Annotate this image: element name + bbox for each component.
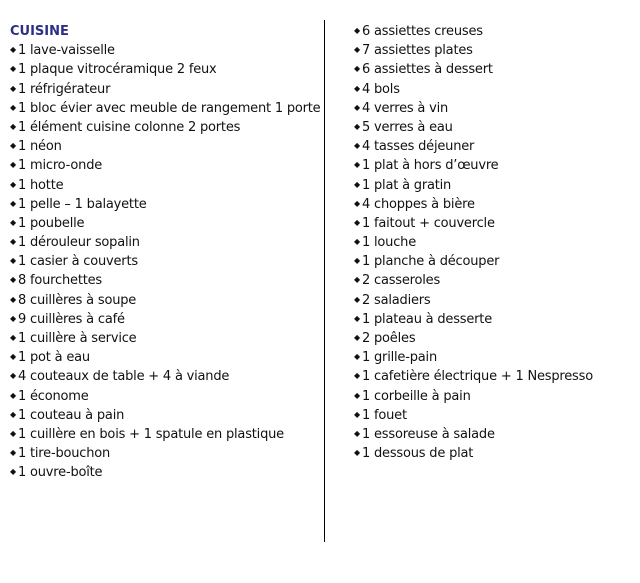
diamond-bullet-icon: ◆	[10, 64, 16, 74]
list-item	[354, 195, 634, 214]
list-item-text: 1 cafetière électrique + 1 Nespresso	[362, 369, 593, 385]
diamond-bullet-icon: ◆	[10, 428, 16, 438]
list-item	[10, 41, 322, 60]
list-item-text: 1 ouvre-boîte	[18, 465, 103, 481]
list-item	[10, 463, 322, 482]
list-item-text: 1 casier à couverts	[18, 254, 138, 270]
list-item	[10, 156, 322, 175]
list-item-text: 2 saladiers	[362, 292, 431, 308]
list-item-text: 1 grille-pain	[362, 350, 437, 366]
diamond-bullet-icon: ◆	[10, 409, 16, 419]
list-item-text: 1 micro-onde	[18, 158, 103, 174]
diamond-bullet-icon: ◆	[354, 141, 360, 151]
diamond-bullet-icon: ◆	[354, 83, 360, 93]
diamond-bullet-icon: ◆	[10, 275, 16, 285]
list-item-text: 1 plaque vitrocéramique 2 feux	[18, 62, 217, 78]
list-item-text: 1 plat à hors d’œuvre	[362, 158, 499, 174]
diamond-bullet-icon: ◆	[354, 428, 360, 438]
list-item	[10, 291, 322, 310]
list-item	[354, 99, 634, 118]
diamond-bullet-icon: ◆	[354, 26, 360, 35]
list-item	[10, 99, 322, 118]
diamond-bullet-icon: ◆	[10, 352, 16, 362]
list-item-text: 4 verres à vin	[362, 100, 449, 116]
diamond-bullet-icon: ◆	[354, 409, 360, 419]
diamond-bullet-icon: ◆	[354, 371, 360, 381]
list-item-text: 2 casseroles	[362, 273, 441, 289]
list-item	[354, 425, 634, 444]
list-item-text: 8 cuillères à soupe	[18, 292, 137, 308]
list-item-text: 4 tasses déjeuner	[362, 139, 475, 155]
diamond-bullet-icon: ◆	[10, 294, 16, 304]
diamond-bullet-icon: ◆	[354, 313, 360, 323]
diamond-bullet-icon: ◆	[354, 294, 360, 304]
list-item-text: 6 assiettes creuses	[362, 24, 483, 39]
diamond-bullet-icon: ◆	[10, 121, 16, 131]
list-item	[10, 406, 322, 425]
list-item	[10, 137, 322, 156]
list-item-text: 4 choppes à bière	[362, 196, 475, 212]
list-item	[10, 444, 322, 463]
list-item-text: 8 fourchettes	[18, 273, 102, 289]
diamond-bullet-icon: ◆	[10, 467, 16, 477]
list-item	[10, 367, 322, 386]
list-item	[10, 214, 322, 233]
diamond-bullet-icon: ◆	[354, 352, 360, 362]
list-item-text: 7 assiettes plates	[362, 43, 473, 59]
list-item	[354, 22, 634, 41]
diamond-bullet-icon: ◆	[10, 333, 16, 342]
list-item	[354, 444, 634, 463]
diamond-bullet-icon: ◆	[354, 256, 360, 266]
list-item	[354, 233, 634, 252]
list-item	[354, 310, 634, 329]
list-item-text: 1 fouet	[362, 407, 407, 423]
right-column	[354, 22, 634, 463]
list-item-text: 1 essoreuse à salade	[362, 426, 495, 442]
list-item-text: 1 hotte	[18, 177, 64, 193]
diamond-bullet-icon: ◆	[354, 64, 360, 74]
diamond-bullet-icon: ◆	[354, 217, 360, 227]
diamond-bullet-icon: ◆	[10, 160, 16, 170]
diamond-bullet-icon: ◆	[10, 179, 16, 189]
list-item	[354, 406, 634, 425]
diamond-bullet-icon: ◆	[10, 102, 16, 112]
diamond-bullet-icon: ◆	[10, 256, 16, 266]
list-item-text: 1 tire-bouchon	[18, 446, 111, 462]
list-item-text: 1 poubelle	[18, 215, 85, 231]
list-item	[354, 156, 634, 175]
list-item	[354, 176, 634, 195]
list-item-text: 4 bols	[362, 81, 400, 97]
list-item-text: 1 bloc évier avec meuble de rangement 1 porte	[18, 100, 321, 116]
list-item-text: 2 poêles	[362, 331, 416, 346]
diamond-bullet-icon: ◆	[354, 121, 360, 131]
diamond-bullet-icon: ◆	[10, 313, 16, 323]
list-item-text: 1 plateau à desserte	[362, 311, 492, 327]
diamond-bullet-icon: ◆	[354, 237, 360, 247]
diamond-bullet-icon: ◆	[10, 237, 16, 247]
left-column	[10, 22, 322, 483]
list-item-text: 1 économe	[18, 388, 89, 404]
list-item-text: 1 pelle – 1 balayette	[18, 196, 147, 212]
list-item	[354, 271, 634, 290]
list-item	[354, 118, 634, 137]
diamond-bullet-icon: ◆	[354, 45, 360, 55]
list-item	[10, 233, 322, 252]
list-item	[10, 387, 322, 406]
list-item-text: 1 dessous de plat	[362, 446, 474, 462]
list-item	[354, 137, 634, 156]
list-item-text: 5 verres à eau	[362, 119, 453, 135]
list-item	[354, 214, 634, 233]
list-item	[354, 252, 634, 271]
list-item	[10, 271, 322, 290]
list-item	[354, 348, 634, 367]
diamond-bullet-icon: ◆	[10, 217, 16, 227]
diamond-bullet-icon: ◆	[10, 448, 16, 458]
diamond-bullet-icon: ◆	[354, 179, 360, 189]
diamond-bullet-icon: ◆	[354, 198, 360, 208]
list-item	[10, 348, 322, 367]
diamond-bullet-icon: ◆	[10, 371, 16, 381]
list-item-text: 1 lave-vaisselle	[18, 43, 115, 59]
list-item	[10, 176, 322, 195]
list-item	[10, 252, 322, 271]
list-item	[354, 80, 634, 99]
list-item-text: 9 cuillères à café	[18, 311, 125, 327]
list-item	[354, 329, 634, 348]
list-item-text: 1 planche à découper	[362, 254, 500, 270]
list-item	[10, 329, 322, 348]
list-item-text: 6 assiettes à dessert	[362, 62, 493, 78]
list-item	[10, 60, 322, 79]
diamond-bullet-icon: ◆	[354, 390, 360, 400]
list-item-text: 1 cuillère à service	[18, 331, 137, 346]
diamond-bullet-icon: ◆	[10, 45, 16, 55]
diamond-bullet-icon: ◆	[10, 198, 16, 208]
list-item-text: 1 faitout + couvercle	[362, 215, 495, 231]
diamond-bullet-icon: ◆	[10, 390, 16, 400]
list-item-text: 1 corbeille à pain	[362, 388, 471, 404]
list-item-text: 1 pot à eau	[18, 350, 90, 366]
list-item-text: 1 élément cuisine colonne 2 portes	[18, 119, 241, 135]
diamond-bullet-icon: ◆	[354, 275, 360, 285]
diamond-bullet-icon: ◆	[10, 83, 16, 93]
diamond-bullet-icon: ◆	[10, 141, 16, 151]
list-item	[354, 60, 634, 79]
list-item	[354, 387, 634, 406]
column-divider	[324, 20, 325, 542]
list-item-text: 4 couteaux de table + 4 à viande	[18, 369, 230, 385]
left-item-list	[10, 41, 322, 482]
list-item	[354, 291, 634, 310]
diamond-bullet-icon: ◆	[354, 333, 360, 342]
list-item-text: 1 réfrigérateur	[18, 81, 111, 97]
list-item-text: 1 dérouleur sopalin	[18, 235, 140, 251]
diamond-bullet-icon: ◆	[354, 102, 360, 112]
list-item	[354, 41, 634, 60]
list-item	[10, 310, 322, 329]
diamond-bullet-icon: ◆	[354, 448, 360, 458]
section-title: CUISINE	[10, 24, 69, 39]
list-item	[354, 367, 634, 386]
list-item-text: 1 cuillère en bois + 1 spatule en plastique	[18, 426, 284, 442]
list-item	[10, 195, 322, 214]
list-item-text: 1 néon	[18, 139, 62, 155]
list-item-text: 1 couteau à pain	[18, 407, 125, 423]
list-item	[10, 80, 322, 99]
list-item-text: 1 plat à gratin	[362, 177, 452, 193]
right-item-list	[354, 22, 634, 463]
list-item-text: 1 louche	[362, 235, 416, 251]
diamond-bullet-icon: ◆	[354, 160, 360, 170]
list-item	[10, 118, 322, 137]
list-item	[10, 425, 322, 444]
